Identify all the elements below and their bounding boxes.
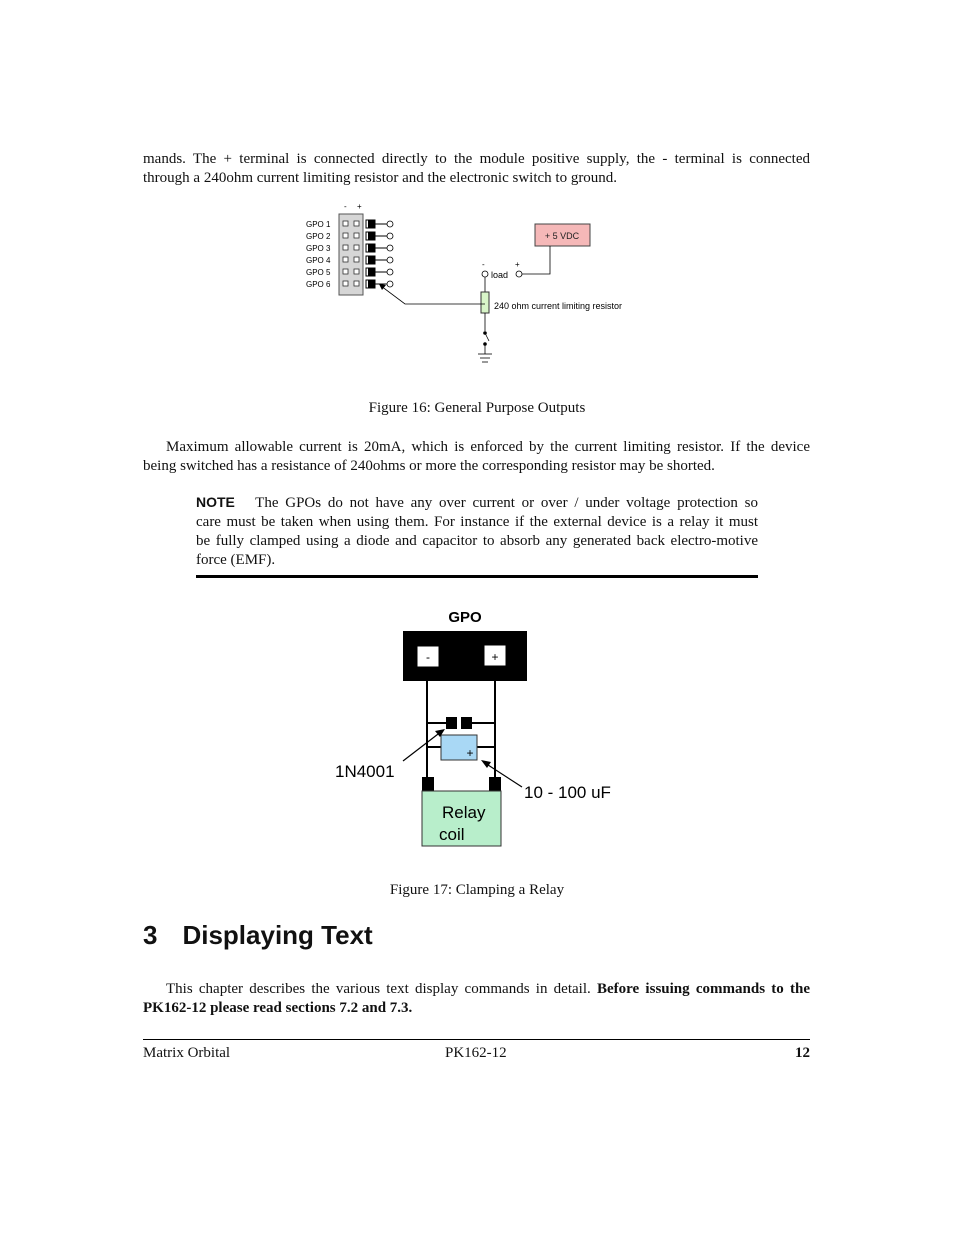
gpo-label-1: GPO 1: [306, 220, 331, 229]
gpo-title: GPO: [448, 609, 482, 626]
capacitor-value-label: 10 - 100 uF: [524, 783, 611, 802]
ground-icon: [478, 354, 492, 362]
intro-line-1: mands. The + terminal is connected directly to the module positive supply, the - terminal is connected: [143, 151, 810, 167]
note-box: [196, 493, 758, 570]
load-minus-terminal: [482, 271, 488, 277]
footer-center: PK162-12: [445, 1045, 507, 1061]
footer-rule: [143, 1039, 810, 1040]
current-para-line-2: being switched has a resistance of 240ohms or more the corresponding resistor may be shorted.: [143, 458, 715, 474]
relay-terminal-right: [489, 777, 501, 791]
section-number: 3: [143, 920, 158, 950]
header-plus-label: +: [357, 202, 362, 211]
capacitor-pointer-arrowhead: [481, 760, 491, 768]
relay-label-line-1: Relay: [442, 803, 486, 822]
intro-line-2: through a 240ohm current limiting resistor and the electronic switch to ground.: [143, 170, 618, 186]
gpo6-wire: [381, 286, 485, 304]
header-minus-label: -: [344, 202, 347, 211]
switch-symbol: [485, 333, 489, 341]
note-text-1: The GPOs do not have any over current or over / under voltage protection so: [255, 495, 759, 511]
diode-symbol: [446, 717, 472, 729]
section-title: Displaying Text: [182, 920, 373, 950]
section-heading: [143, 920, 373, 951]
note-bottom-rule: [196, 575, 758, 578]
chapter-para-normal: This chapter describes the various text display commands in detail.: [166, 981, 597, 997]
gpo-label-6: GPO 6: [306, 280, 331, 289]
load-minus-label: -: [482, 260, 485, 269]
diode-label: 1N4001: [335, 762, 395, 781]
footer-page-number: 12: [795, 1045, 810, 1061]
supply-label: + 5 VDC: [544, 231, 580, 241]
chapter-para-line-2: PK162-12 please read sections 7.2 and 7.3.: [143, 1000, 413, 1016]
supply-wire: [522, 246, 550, 274]
chapter-para-bold-1: Before issuing commands to the: [597, 981, 810, 997]
resistor-label: 240 ohm current limiting resistor: [494, 301, 623, 311]
load-plus-terminal: [516, 271, 522, 277]
capacitor-plus-label: +: [466, 746, 474, 760]
gpo-plus-label: +: [491, 650, 499, 664]
relay-clamp-diagram: [325, 600, 635, 855]
resistor-symbol: [481, 292, 489, 313]
load-plus-label: +: [515, 260, 520, 269]
relay-terminal-left: [422, 777, 434, 791]
note-line-1: [196, 493, 758, 513]
current-para-line-1: Maximum allowable current is 20mA, which is enforced by the current limiting resistor. If the device: [166, 439, 810, 455]
gpo-wiring-diagram: [290, 196, 670, 371]
note-line-4: force (EMF).: [196, 552, 276, 568]
gpo-label-4: GPO 4: [306, 256, 331, 265]
footer-left: Matrix Orbital: [143, 1045, 231, 1061]
chapter-para-line-1: [143, 980, 810, 999]
figure-16-caption: Figure 16: General Purpose Outputs: [368, 400, 586, 416]
gpo-minus-label: -: [426, 650, 430, 664]
gpo-label-5: GPO 5: [306, 268, 331, 277]
note-line-3: be fully clamped using a diode and capacitor to absorb any generated back electro-motive: [196, 533, 758, 549]
relay-label-line-2: coil: [439, 825, 465, 844]
note-label: NOTE: [196, 494, 235, 510]
gpo-label-2: GPO 2: [306, 232, 331, 241]
load-label: load: [491, 270, 509, 280]
figure-17-caption: Figure 17: Clamping a Relay: [389, 882, 565, 898]
gpo-label-3: GPO 3: [306, 244, 331, 253]
note-line-2: care must be taken when using them. For instance if the external device is a relay it must: [196, 514, 758, 530]
